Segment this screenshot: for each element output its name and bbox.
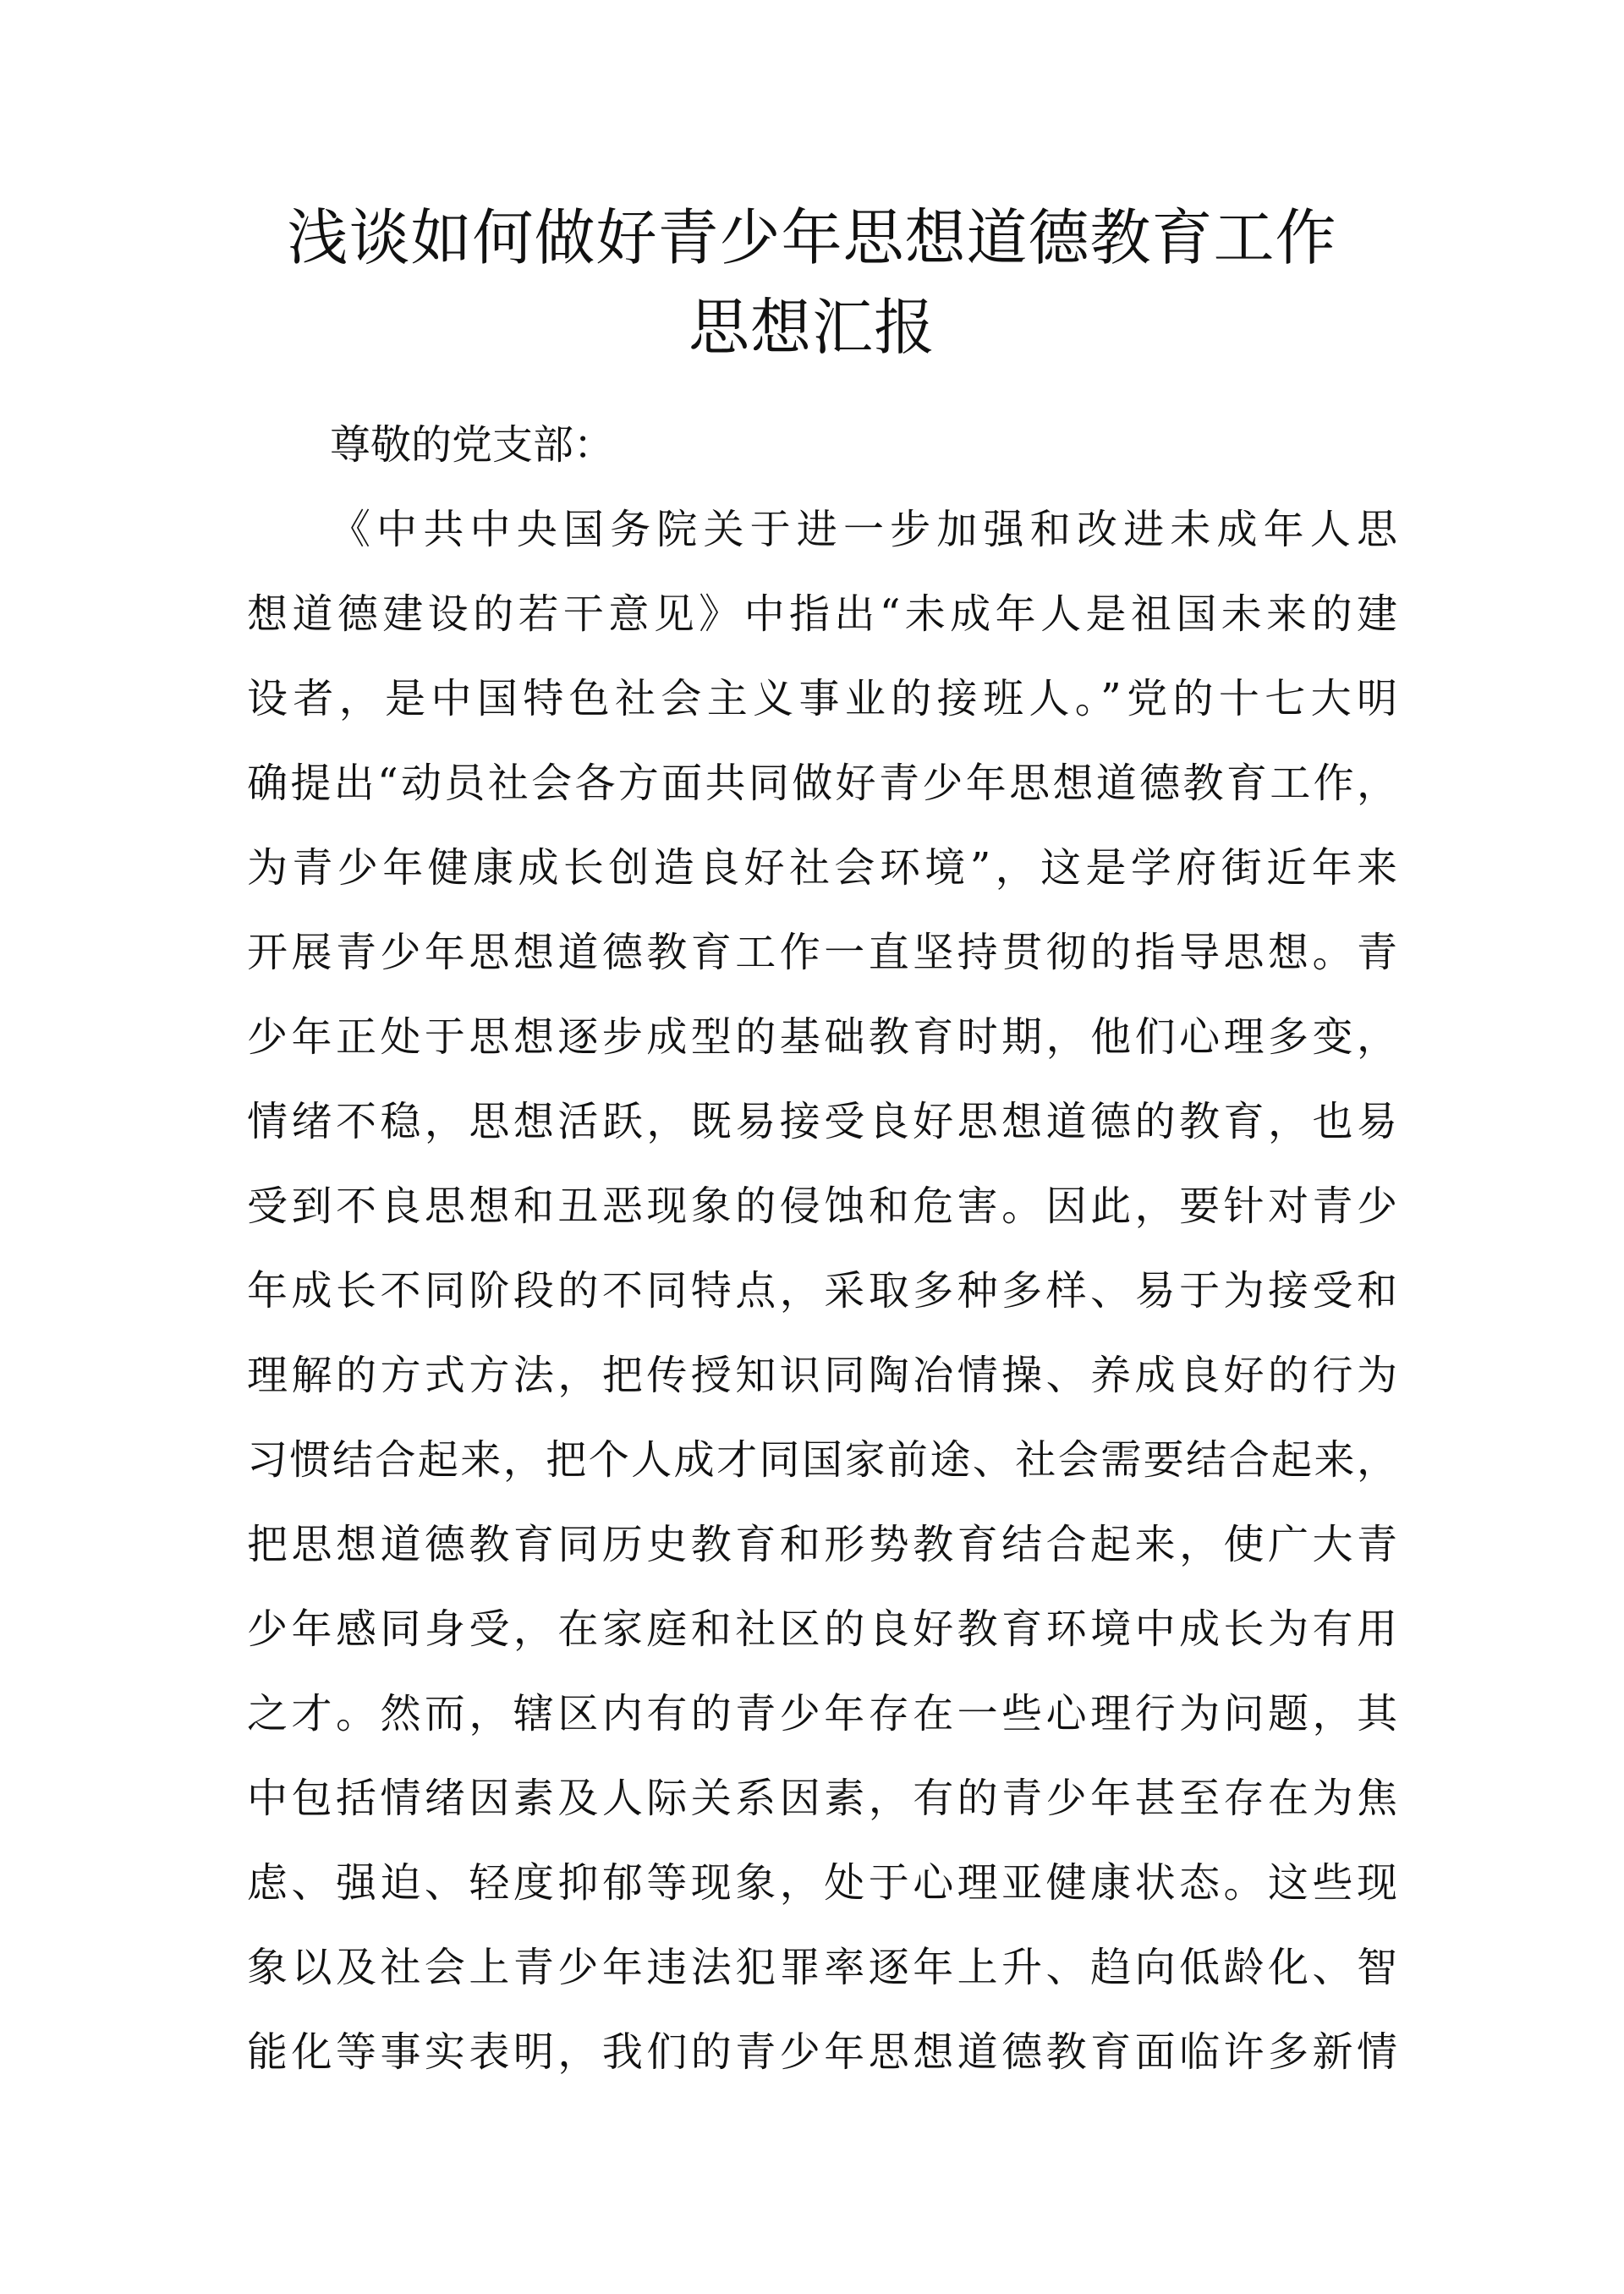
body-line: 理解的方式方法，把传授知识同陶冶情操、养成良好的行为 [247, 1352, 1397, 1399]
body-line: 少年正处于思想逐步成型的基础教育时期，他们心理多变， [247, 1013, 1397, 1061]
title-line: 浅谈如何做好青少年思想道德教育工作 [287, 202, 1337, 273]
body-line: 少年感同身受，在家庭和社区的良好教育环境中成长为有用 [247, 1605, 1397, 1653]
body-line: 想道德建设的若干意见》中指出“未成年人是祖国未来的建 [247, 590, 1397, 638]
body-line: 习惯结合起来，把个人成才同国家前途、社会需要结合起来， [247, 1436, 1397, 1484]
body-line: 能化等事实表明，我们的青少年思想道德教育面临许多新情 [247, 2028, 1397, 2076]
body-line: 受到不良思想和丑恶现象的侵蚀和危害。因此，要针对青少 [247, 1183, 1397, 1230]
body-line: 中包括情绪因素及人际关系因素，有的青少年甚至存在为焦 [247, 1775, 1397, 1822]
body-line: 年成长不同阶段的不同特点，采取多种多样、易于为接受和 [247, 1267, 1397, 1314]
title-line: 思想汇报 [688, 292, 935, 363]
salutation: 尊敬的党支部： [330, 421, 615, 469]
document-title [203, 193, 1421, 372]
body-line: 象以及社会上青少年违法犯罪率逐年上升、趋向低龄化、智 [247, 1944, 1397, 1991]
document-body [247, 403, 1397, 2094]
body-line: 为青少年健康成长创造良好社会环境”，这是学府街近年来 [247, 844, 1397, 892]
body-line: 确提出“动员社会各方面共同做好青少年思想道德教育工作， [247, 760, 1397, 807]
body-line: 之才。然而，辖区内有的青少年存在一些心理行为问题，其 [247, 1690, 1397, 1737]
body-line: 虑、强迫、轻度抑郁等现象，处于心理亚健康状态。这些现 [247, 1859, 1397, 1907]
body-line: 把思想道德教育同历史教育和形势教育结合起来，使广大青 [247, 1521, 1397, 1568]
body-line: 情绪不稳，思想活跃，既易接受良好思想道德的教育，也易 [247, 1098, 1397, 1145]
body-line: 开展青少年思想道德教育工作一直坚持贯彻的指导思想。青 [247, 929, 1397, 976]
body-line: 设者，是中国特色社会主义事业的接班人。”党的十七大明 [247, 675, 1397, 722]
body-line: 《中共中央国务院关于进一步加强和改进未成年人思 [330, 506, 1397, 553]
